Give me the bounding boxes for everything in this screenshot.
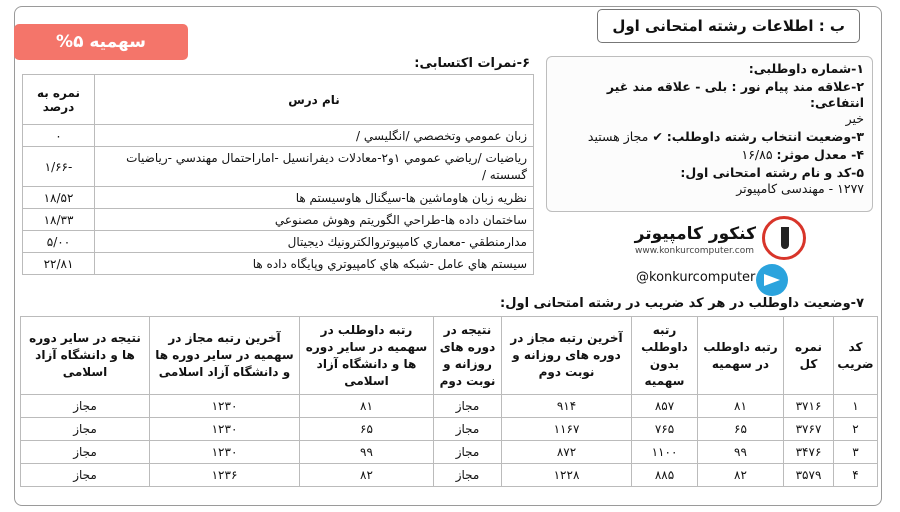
table-row	[23, 253, 534, 275]
logo-name: کنکور کامپیوتر	[634, 224, 756, 244]
course-name: زبان عمومي وتخصصي /انگليسي /	[95, 125, 534, 147]
cell-total-score: ۳۴۷۶	[784, 441, 834, 464]
status-heading: ۷-وضعیت داوطلب در هر کد ضریب در رشته امتحانی اول:	[500, 296, 864, 311]
cell-rank-quota: ۶۵	[698, 418, 784, 441]
quota-badge: سهمیه ۵%	[14, 24, 188, 60]
col-total-score: نمره کل	[784, 317, 834, 395]
col-last-rank-daily: آخرین رتبه مجاز در دوره های روزانه و نوبت دوم	[502, 317, 632, 395]
cell-rank-no-quota: ۸۵۷	[632, 395, 698, 418]
field-value: ۱۲۷۷ - مهندسی کامپیوتر	[736, 181, 864, 196]
cell-code: ۱	[834, 395, 878, 418]
course-column-header: نام درس	[95, 75, 534, 125]
cell-code: ۳	[834, 441, 878, 464]
col-rank-quota: رتبه داوطلب در سهمیه	[698, 317, 784, 395]
cell-rank-no-quota: ۸۸۵	[632, 464, 698, 487]
telegram-handle[interactable]: @konkurcomputer	[636, 270, 756, 285]
field-label: ۵-کد و نام رشته امتحانی اول:	[680, 165, 864, 180]
cell-rank-other: ۸۱	[300, 395, 434, 418]
cell-last-rank-daily: ۱۲۲۸	[502, 464, 632, 487]
check-icon: ✔	[652, 129, 663, 144]
col-result-other: نتیجه در سایر دوره ها و دانشگاه آزاد اسلامی	[21, 317, 150, 395]
gpa-value: ۱۶/۸۵	[741, 147, 773, 162]
table-row	[23, 231, 534, 253]
candidate-info-box	[546, 56, 873, 212]
course-percent: -۱/۶۶	[23, 147, 95, 187]
course-name: نظريه زبان هاوماشين ها-سيگنال هاوسيستم ها	[95, 187, 534, 209]
cell-rank-no-quota: ۷۶۵	[632, 418, 698, 441]
table-row	[23, 187, 534, 209]
cell-last-rank-other: ۱۲۳۰	[150, 395, 300, 418]
course-percent: ۵/۰۰	[23, 231, 95, 253]
col-code: کد ضریب	[834, 317, 878, 395]
table-row	[21, 441, 878, 464]
selection-status-value: مجاز هستید	[587, 129, 649, 144]
cell-rank-quota: ۹۹	[698, 441, 784, 464]
table-row	[21, 418, 878, 441]
gpa-row	[555, 147, 864, 163]
table-row	[21, 395, 878, 418]
cell-total-score: ۳۷۱۶	[784, 395, 834, 418]
cell-last-rank-other: ۱۲۳۶	[150, 464, 300, 487]
logo-url: www.konkurcomputer.com	[634, 246, 754, 256]
cell-last-rank-other: ۱۲۳۰	[150, 441, 300, 464]
grades-section	[14, 56, 534, 272]
course-name: ساختمان داده ها-طراحي الگوريتم وهوش مصنوعي	[95, 209, 534, 231]
cell-last-rank-daily: ۸۷۲	[502, 441, 632, 464]
cell-rank-quota: ۸۲	[698, 464, 784, 487]
percent-column-header: نمره به درصد	[23, 75, 95, 125]
course-percent: ۰	[23, 125, 95, 147]
interest-value: خیر	[845, 111, 864, 126]
cell-last-rank-daily: ۹۱۴	[502, 395, 632, 418]
grades-header-row	[23, 75, 534, 125]
cell-total-score: ۳۵۷۹	[784, 464, 834, 487]
course-name: رياضيات /رياضي عمومي ۱و۲-معادلات ديفرانسيل -اماراحتمال مهندسي -رياضيات گسسته /	[95, 147, 534, 187]
course-percent: ۱۸/۳۳	[23, 209, 95, 231]
cell-code: ۲	[834, 418, 878, 441]
field-row	[555, 165, 864, 197]
cell-rank-other: ۶۵	[300, 418, 434, 441]
telegram-icon[interactable]	[756, 264, 788, 296]
cell-result-daily: مجاز	[434, 395, 502, 418]
cell-result-other: مجاز	[21, 441, 150, 464]
selection-status-label: ۳-وضعیت انتخاب رشته داوطلب:	[666, 129, 864, 144]
cell-rank-other: ۹۹	[300, 441, 434, 464]
cell-result-other: مجاز	[21, 395, 150, 418]
status-table	[20, 316, 878, 487]
course-name: مدارمنطقي -معماري كامپيوتروالكترونيك ديجيتال	[95, 231, 534, 253]
cell-rank-no-quota: ۱۱۰۰	[632, 441, 698, 464]
cell-total-score: ۳۷۶۷	[784, 418, 834, 441]
pen-nib-icon	[762, 216, 806, 260]
interest-row	[555, 79, 864, 127]
table-row	[23, 125, 534, 147]
cell-result-other: مجاز	[21, 464, 150, 487]
cell-last-rank-daily: ۱۱۶۷	[502, 418, 632, 441]
cell-last-rank-other: ۱۲۳۰	[150, 418, 300, 441]
konkur-computer-logo	[630, 216, 806, 260]
cell-code: ۴	[834, 464, 878, 487]
cell-result-other: مجاز	[21, 418, 150, 441]
col-last-rank-other: آخرین رتبه مجاز در سهمیه در سایر دوره ها و دانشگاه آزاد اسلامی	[150, 317, 300, 395]
col-result-daily: نتیجه در دوره های روزانه و نوبت دوم	[434, 317, 502, 395]
cell-result-daily: مجاز	[434, 441, 502, 464]
cell-rank-other: ۸۲	[300, 464, 434, 487]
status-header-row	[21, 317, 878, 395]
col-rank-other: رتبه داوطلب در سهمیه در سایر دوره ها و دانشگاه آزاد اسلامی	[300, 317, 434, 395]
grades-table	[22, 74, 534, 275]
section-title: ب : اطلاعات رشته امتحانی اول	[597, 9, 860, 43]
cell-rank-quota: ۸۱	[698, 395, 784, 418]
course-percent: ۱۸/۵۲	[23, 187, 95, 209]
table-row	[23, 147, 534, 187]
status-section	[20, 296, 878, 487]
course-name: سيستم هاي عامل -شبكه هاي كامپيوتري وپايگاه داده ها	[95, 253, 534, 275]
cell-result-daily: مجاز	[434, 464, 502, 487]
gpa-label: ۴- معدل موثر:	[776, 147, 864, 162]
col-rank-no-quota: رتبه داوطلب بدون سهمیه	[632, 317, 698, 395]
grades-heading: ۶-نمرات اکتسابی:	[414, 56, 530, 71]
course-percent: ۲۲/۸۱	[23, 253, 95, 275]
cell-result-daily: مجاز	[434, 418, 502, 441]
table-row	[23, 209, 534, 231]
interest-label: ۲-علاقه مند پیام نور : بلی - علاقه مند غیر انتفاعی:	[606, 79, 864, 110]
candidate-number-label: ۱-شماره داوطلبی:	[748, 61, 864, 76]
selection-status-row	[555, 129, 864, 145]
table-row	[21, 464, 878, 487]
